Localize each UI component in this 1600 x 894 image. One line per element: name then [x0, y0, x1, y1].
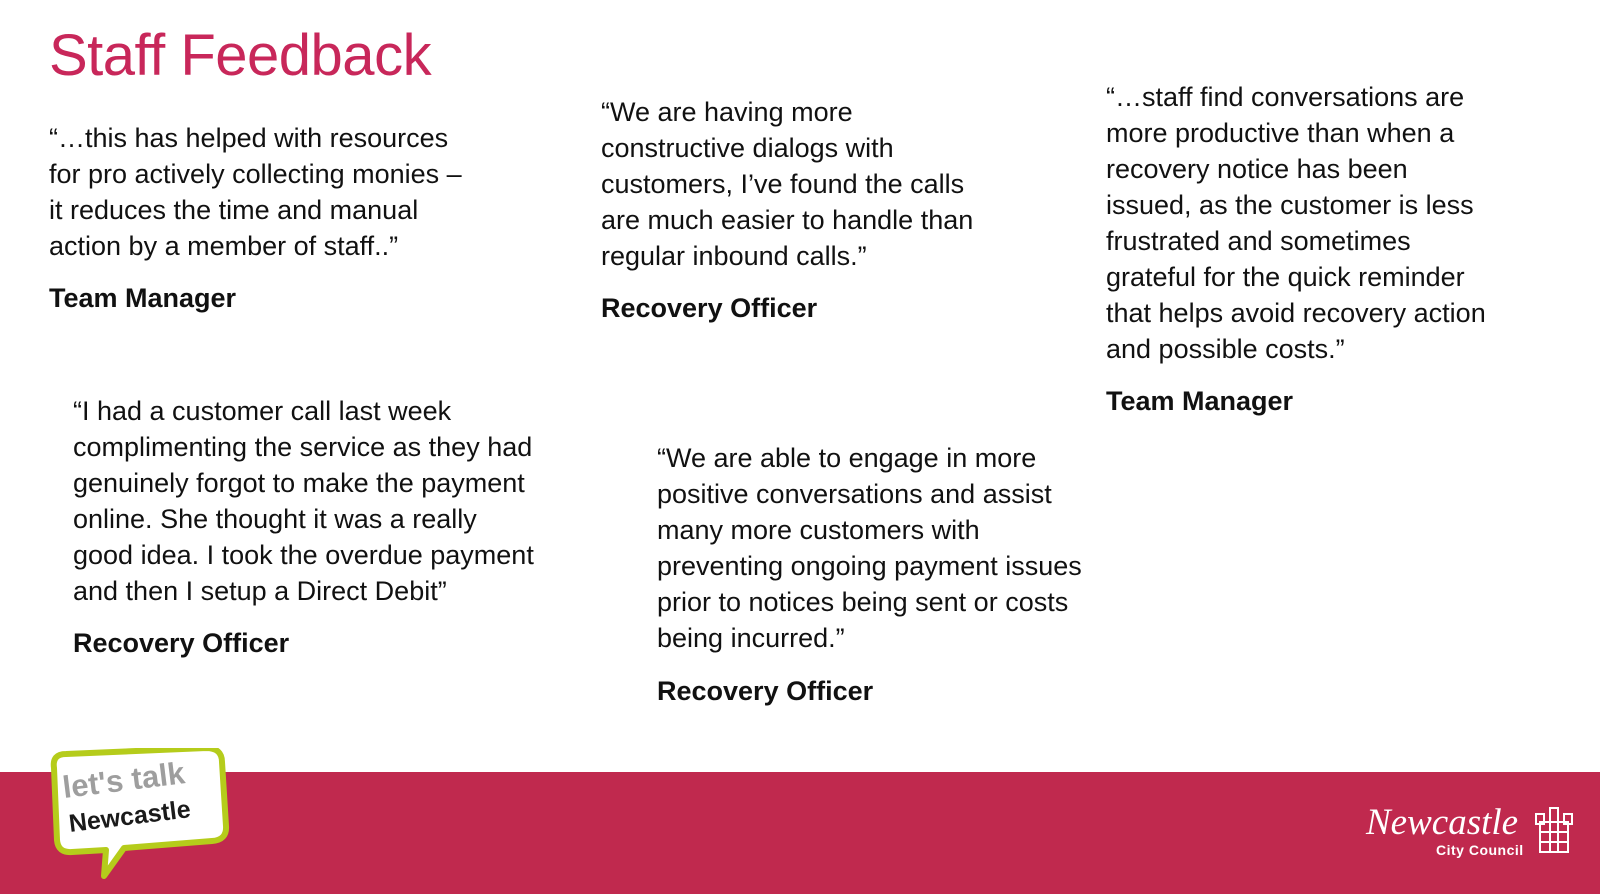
- feedback-quote-4: “I had a customer call last week complimenting the service as they had genuinely forgot to make the payment online. She thought it was a really good idea. I took the overdue payment and then I setup a Direct Debit”: [73, 396, 534, 606]
- council-logo: [1360, 800, 1580, 860]
- feedback-role-3: Team Manager: [1106, 386, 1294, 416]
- feedback-role-1: Team Manager: [49, 283, 237, 313]
- badge-line2: Newcastle: [67, 795, 193, 838]
- badge-line1: let's talk: [60, 755, 187, 805]
- feedback-quote-5: “We are able to engage in more positive conversations and assist many more customers with preventing ongoing payment issues prior to notices being sent or costs being incurred.”: [657, 443, 1082, 653]
- feedback-role-5: Recovery Officer: [657, 676, 874, 706]
- feedback-role-4: Recovery Officer: [73, 628, 290, 658]
- page-title: Staff Feedback: [49, 23, 432, 88]
- castle-icon: [1536, 808, 1572, 852]
- speech-bubble-icon: [46, 748, 236, 880]
- feedback-quote-1: “…this has helped with resources for pro actively collecting monies – it reduces the time and manual action by a member of staff..”: [49, 123, 462, 261]
- council-name: Newcastle: [1366, 802, 1519, 843]
- council-sub: City Council: [1436, 842, 1524, 858]
- feedback-quote-2: “We are having more constructive dialogs with customers, I’ve found the calls are much easier to handle than regular inbound calls.”: [601, 97, 974, 271]
- feedback-quote-3: “…staff find conversations are more productive than when a recovery notice has been issued, as the customer is less frustrated and sometimes grateful for the quick reminder that helps avoid recovery action and possible costs.”: [1106, 82, 1486, 364]
- feedback-role-2: Recovery Officer: [601, 293, 818, 323]
